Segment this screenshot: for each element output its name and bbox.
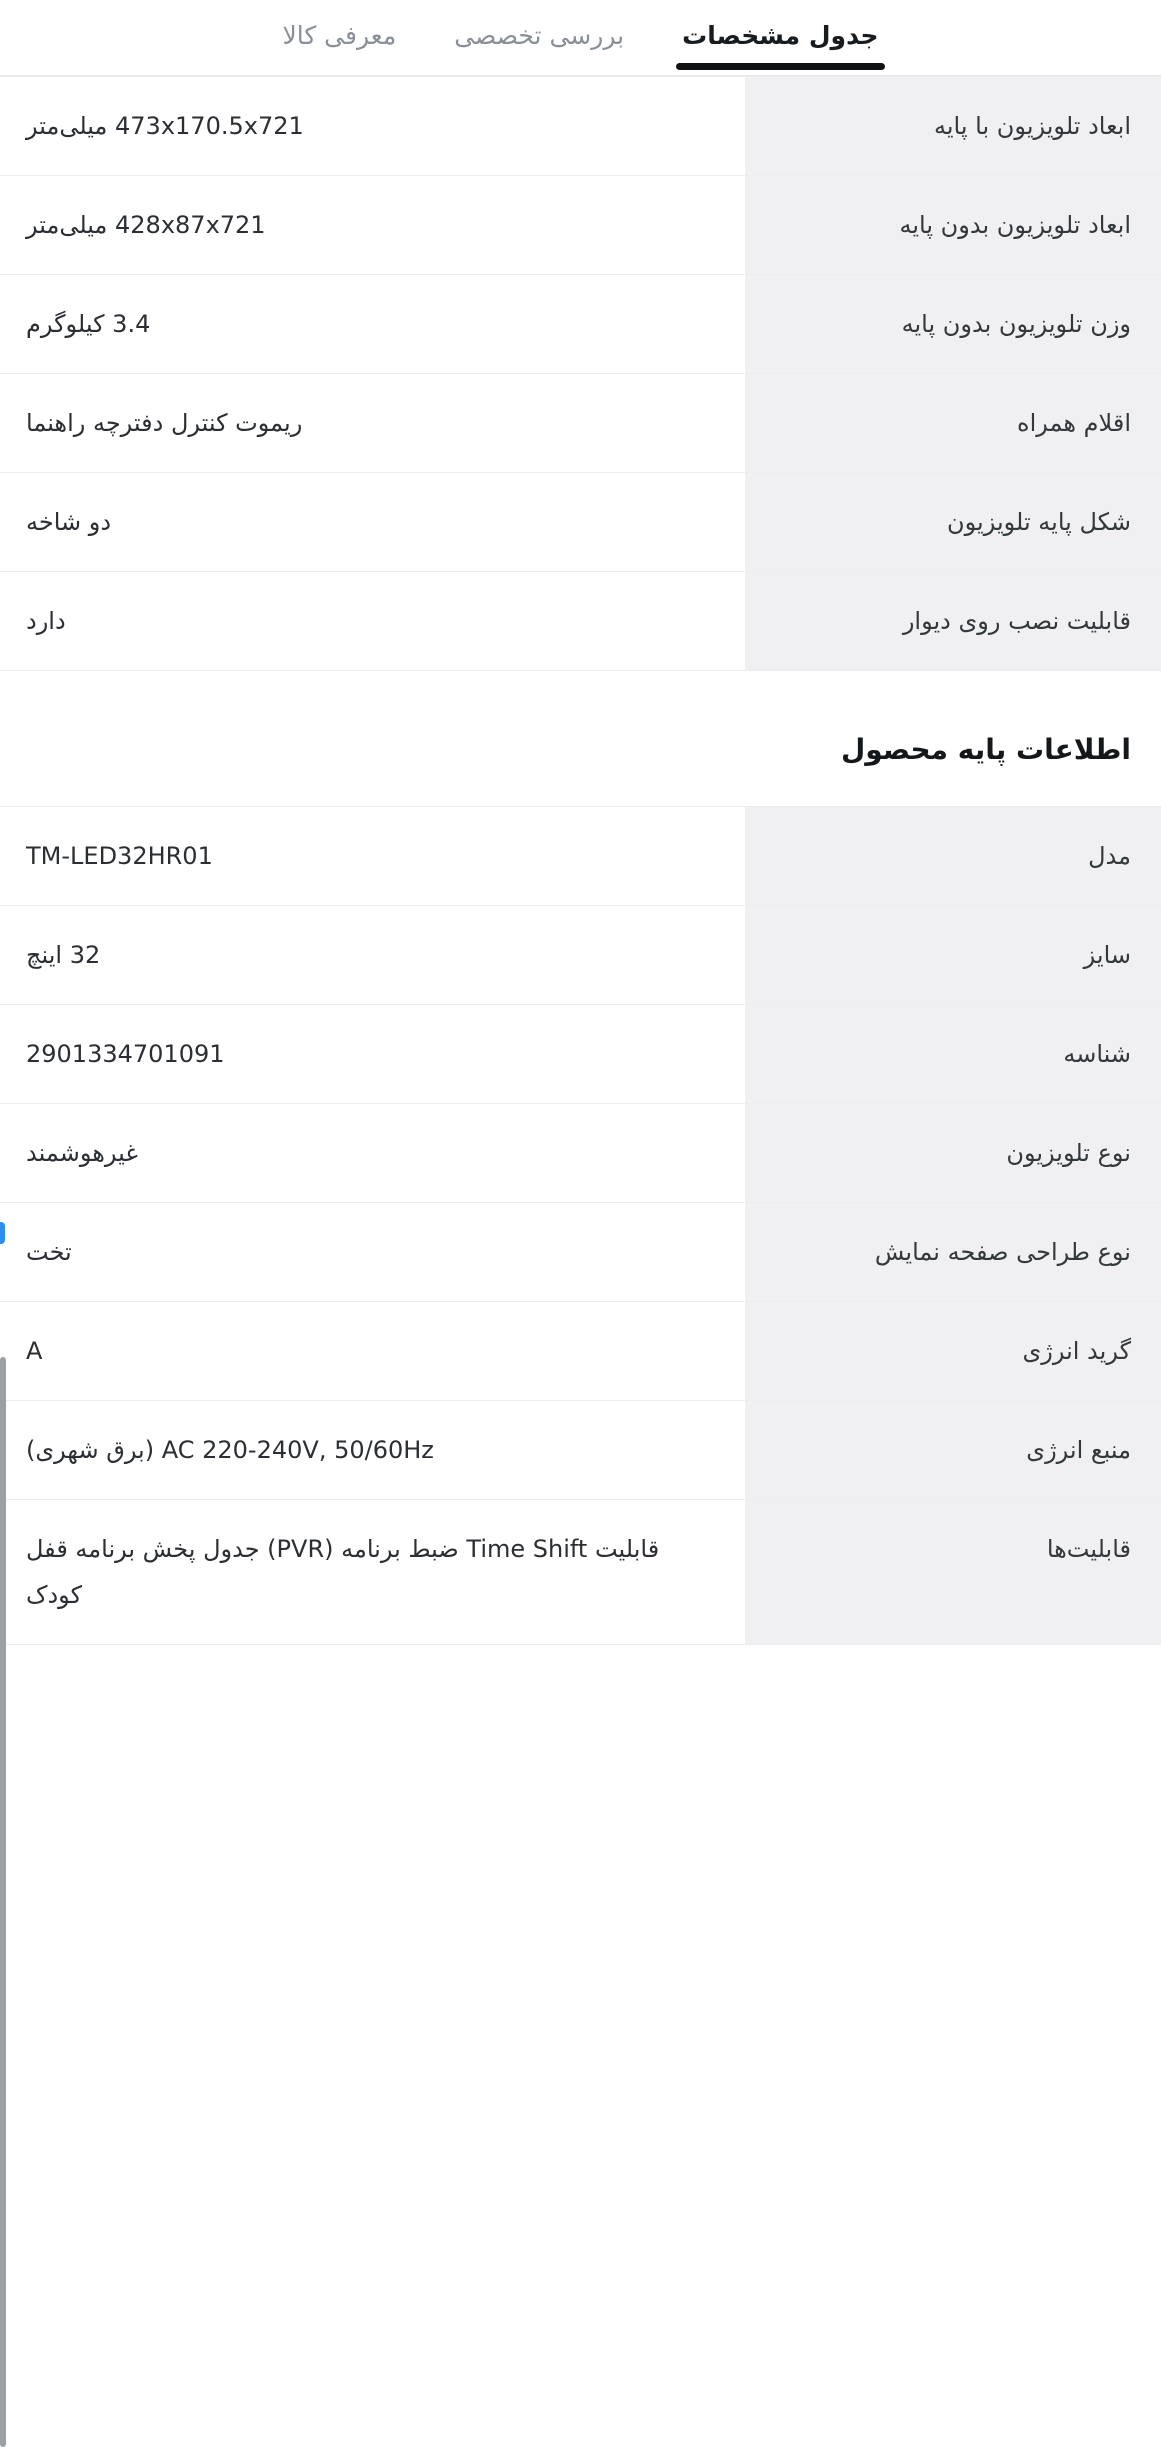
spec-value <box>0 77 745 176</box>
spec-value-text: دو شاخه <box>26 508 112 536</box>
table-row <box>0 906 1161 1005</box>
spec-value <box>0 807 745 906</box>
spec-value-text: تخت <box>26 1238 72 1266</box>
spec-value-text: 473x170.5x721 میلی‌متر <box>26 112 304 140</box>
spec-value-text: 32 اینچ <box>26 941 101 969</box>
table-row <box>0 473 1161 572</box>
table-row <box>0 176 1161 275</box>
spec-key: سایز <box>745 906 1161 1005</box>
table-row <box>0 77 1161 176</box>
tab-specifications[interactable]: جدول مشخصات <box>682 18 878 76</box>
spec-value <box>0 1500 745 1645</box>
table-row <box>0 807 1161 906</box>
spec-value <box>0 1203 745 1302</box>
spec-value-text: AC 220-240V, 50/60Hz (برق شهری) <box>26 1436 434 1464</box>
table-row <box>0 1302 1161 1401</box>
table-row <box>0 1500 1161 1645</box>
spec-table-dimensions <box>0 76 1161 671</box>
spec-key: ابعاد تلویزیون با پایه <box>745 77 1161 176</box>
product-tabs <box>0 0 1161 76</box>
spec-value <box>0 374 745 473</box>
tab-expert-review[interactable]: بررسی تخصصی <box>454 21 625 50</box>
spec-key: قابلیت‌ها <box>745 1500 1161 1645</box>
spec-value <box>0 275 745 374</box>
spec-key: گرید انرژی <box>745 1302 1161 1401</box>
scrollbar-thumb[interactable] <box>0 1357 6 2447</box>
spec-key: شناسه <box>745 1005 1161 1104</box>
table-row <box>0 374 1161 473</box>
spec-value <box>0 473 745 572</box>
spec-table-basic-info <box>0 806 1161 1645</box>
spec-key: نوع طراحی صفحه نمایش <box>745 1203 1161 1302</box>
spec-value-text: ریموت کنترل دفترچه راهنما <box>26 409 303 437</box>
spec-value-text: 428x87x721 میلی‌متر <box>26 211 266 239</box>
tab-product-intro[interactable]: معرفی کالا <box>282 21 397 50</box>
spec-key: ابعاد تلویزیون بدون پایه <box>745 176 1161 275</box>
spec-key: وزن تلویزیون بدون پایه <box>745 275 1161 374</box>
spec-key: منبع انرژی <box>745 1401 1161 1500</box>
spec-value <box>0 1401 745 1500</box>
spec-value-text: 3.4 کیلوگرم <box>26 310 151 338</box>
table-row <box>0 1104 1161 1203</box>
edge-accent-sliver <box>0 1222 5 1244</box>
spec-value-text: دارد <box>26 607 66 635</box>
spec-value-text: TM-LED32HR01 <box>26 842 213 870</box>
spec-value <box>0 906 745 1005</box>
spec-value <box>0 1005 745 1104</box>
spec-value-text: غیرهوشمند <box>26 1139 138 1167</box>
spec-value <box>0 572 745 671</box>
bottom-spacer <box>0 1645 1161 1663</box>
spec-value <box>0 176 745 275</box>
spec-value-text: A <box>26 1337 43 1365</box>
table-row <box>0 275 1161 374</box>
spec-value <box>0 1104 745 1203</box>
table-row <box>0 572 1161 671</box>
spec-key: شکل پایه تلویزیون <box>745 473 1161 572</box>
spec-value-text: قابلیت Time Shift ضبط برنامه (PVR) جدول پخش برنامه قفل کودک <box>26 1535 660 1609</box>
table-row <box>0 1203 1161 1302</box>
spec-key: مدل <box>745 807 1161 906</box>
spec-key: نوع تلویزیون <box>745 1104 1161 1203</box>
spec-value-text: 2901334701091 <box>26 1040 225 1068</box>
spec-key: قابلیت نصب روی دیوار <box>745 572 1161 671</box>
table-row <box>0 1401 1161 1500</box>
spec-value <box>0 1302 745 1401</box>
spec-key: اقلام همراه <box>745 374 1161 473</box>
table-row <box>0 1005 1161 1104</box>
section-title-basic-info: اطلاعات پایه محصول <box>841 733 1131 766</box>
